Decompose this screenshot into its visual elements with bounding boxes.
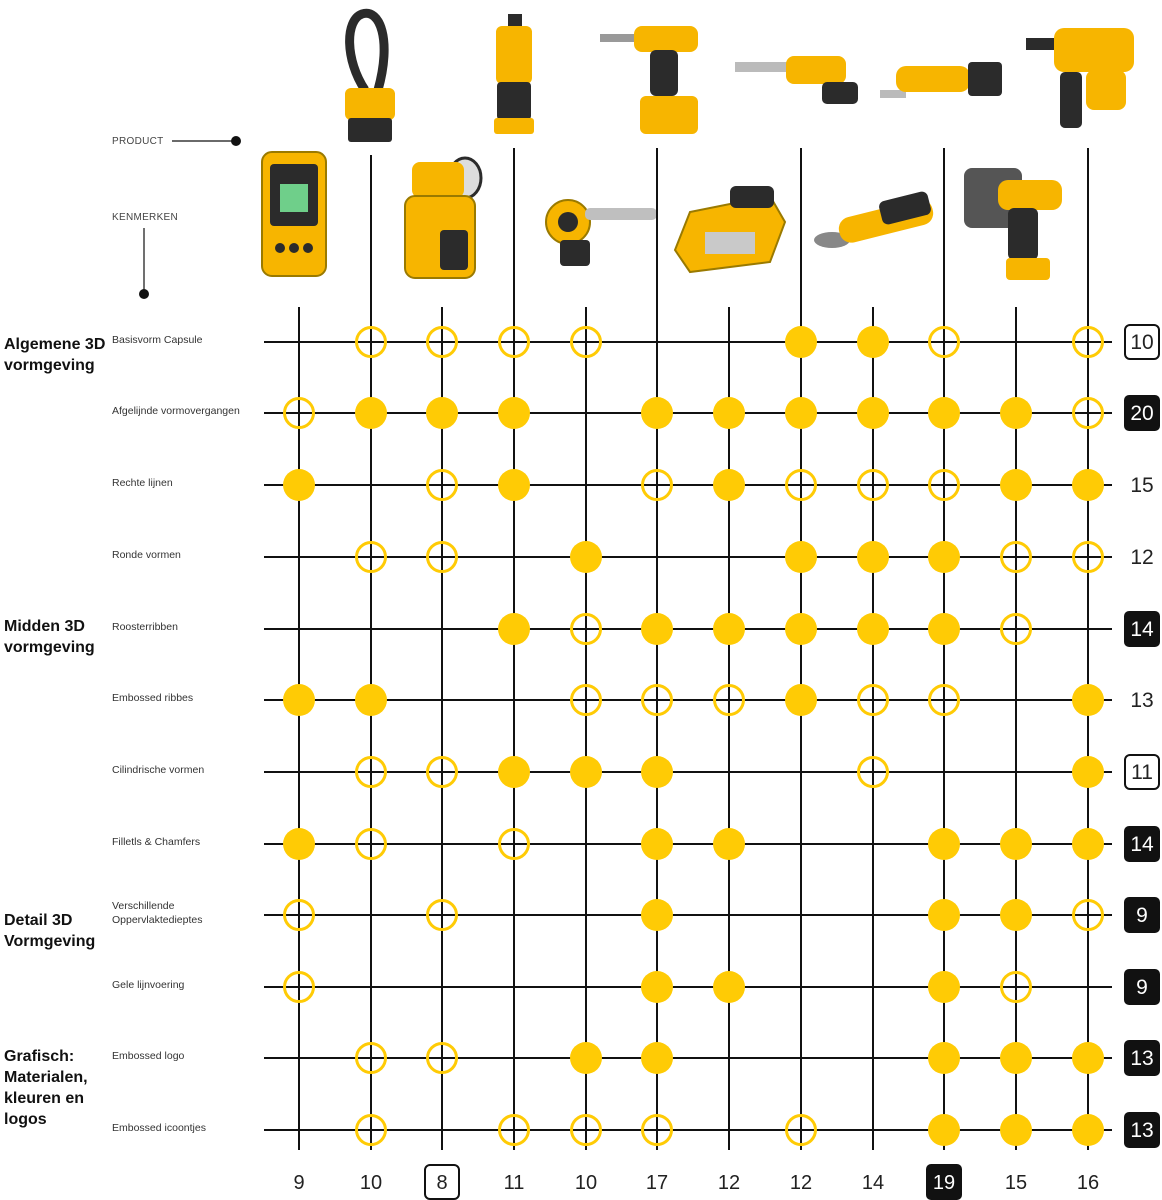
filled-dot [641, 613, 673, 645]
filled-dot [355, 397, 387, 429]
filled-dot [283, 828, 315, 860]
category-label-line: Vormgeving [4, 933, 96, 950]
feature-label [112, 620, 178, 634]
row-total: 13 [1130, 689, 1154, 712]
filled-dot [1000, 899, 1032, 931]
column-total: 15 [1004, 1172, 1028, 1194]
feature-label [112, 404, 240, 418]
column-totals [293, 1164, 1099, 1200]
filled-dot [498, 756, 530, 788]
filled-dot [570, 756, 602, 788]
feature-label-line: Embossed ribbes [112, 692, 194, 704]
filled-dot [498, 613, 530, 645]
filled-dot [857, 541, 889, 573]
category-label-line: kleuren en [4, 1090, 85, 1107]
category-label-line: vormgeving [4, 357, 95, 374]
feature-label [112, 763, 204, 777]
feature-label-line: Afgelijnde vormovergangen [112, 405, 240, 417]
product-header-label: PRODUCT [112, 136, 164, 147]
column-total: 10 [574, 1172, 598, 1194]
filled-dot [570, 1042, 602, 1074]
feature-label [112, 1049, 184, 1063]
row-total: 20 [1130, 402, 1154, 425]
feature-label [112, 333, 202, 347]
feature-label [112, 978, 184, 992]
row-total: 13 [1130, 1047, 1154, 1070]
sds-hammer-image [1026, 28, 1134, 128]
filled-dot [641, 828, 673, 860]
filled-dot [1072, 469, 1104, 501]
column-total: 14 [861, 1172, 885, 1194]
row-total: 14 [1130, 833, 1154, 856]
feature-label-line: Verschillende [112, 900, 175, 912]
filled-dot [785, 613, 817, 645]
filled-dot [641, 756, 673, 788]
finish-nailer-image [964, 168, 1062, 280]
category-label [4, 910, 95, 952]
product-connector-dot [231, 136, 241, 146]
matrix-marks [283, 326, 1104, 1146]
filled-dot [928, 541, 960, 573]
feature-label-line: Roosterribben [112, 621, 178, 633]
feature-label-line: Embossed logo [112, 1050, 185, 1062]
features-header-label: KENMERKEN [112, 212, 179, 223]
work-light-image [405, 158, 481, 278]
filled-dot [713, 397, 745, 429]
filled-dot [1000, 828, 1032, 860]
filled-dot [713, 971, 745, 1003]
filled-dot [928, 971, 960, 1003]
filled-dot [355, 684, 387, 716]
filled-dot [1072, 684, 1104, 716]
row-total: 13 [1130, 1119, 1154, 1142]
filled-dot [785, 397, 817, 429]
angle-grinder-image [814, 190, 936, 248]
feature-row-lines [264, 342, 1112, 1130]
filled-dot [1000, 1042, 1032, 1074]
filled-dot [785, 684, 817, 716]
category-label-line: vormgeving [4, 639, 95, 656]
filled-dot [928, 1042, 960, 1074]
category-label-line: Algemene 3D [4, 336, 106, 353]
row-totals [1124, 325, 1160, 1148]
filled-dot [928, 899, 960, 931]
filled-dot [641, 971, 673, 1003]
filled-dot [928, 613, 960, 645]
feature-label-line: Filletls & Chamfers [112, 836, 201, 848]
row-total: 11 [1131, 761, 1153, 784]
filled-dot [283, 469, 315, 501]
category-label-line: Detail 3D [4, 912, 73, 929]
filled-dot [785, 326, 817, 358]
column-total: 17 [645, 1172, 669, 1194]
filled-dot [1072, 756, 1104, 788]
filled-dot [641, 397, 673, 429]
column-total: 11 [503, 1172, 525, 1194]
filled-dot [857, 326, 889, 358]
filled-dot [857, 397, 889, 429]
filled-dot [928, 828, 960, 860]
flexible-flashlight-image [345, 13, 395, 142]
planer-image [675, 186, 785, 272]
category-label-line: Materialen, [4, 1069, 88, 1086]
column-total: 12 [789, 1172, 813, 1194]
column-total: 16 [1076, 1172, 1100, 1194]
filled-dot [283, 684, 315, 716]
feature-label-line: Embossed icoontjes [112, 1122, 206, 1134]
column-total: 8 [436, 1172, 448, 1194]
filled-dot [570, 541, 602, 573]
filled-dot [785, 541, 817, 573]
feature-label [112, 476, 173, 490]
category-label [4, 616, 95, 658]
category-label [4, 1046, 88, 1130]
feature-label-line: Gele lijnvoering [112, 979, 185, 991]
category-label-line: Midden 3D [4, 618, 85, 635]
filled-dot [857, 613, 889, 645]
product-images [262, 13, 1134, 280]
row-total: 14 [1130, 618, 1154, 641]
blower-image [546, 200, 657, 266]
category-label-line: logos [4, 1111, 47, 1128]
row-total: 9 [1136, 904, 1148, 927]
drill-driver-image [600, 26, 698, 134]
feature-label [112, 899, 202, 927]
feature-label [112, 835, 200, 849]
filled-dot [1000, 469, 1032, 501]
category-label [4, 334, 105, 376]
column-total: 10 [359, 1172, 383, 1194]
feature-label-line: Basisvorm Capsule [112, 334, 203, 346]
filled-dot [641, 899, 673, 931]
column-total: 9 [293, 1172, 305, 1194]
filled-dot [1072, 1042, 1104, 1074]
row-total: 10 [1130, 331, 1154, 354]
feature-label [112, 1121, 206, 1135]
filled-dot [713, 828, 745, 860]
filled-dot [498, 397, 530, 429]
row-total: 15 [1130, 474, 1154, 497]
filled-dot [713, 469, 745, 501]
row-total: 12 [1130, 546, 1154, 569]
row-total: 9 [1136, 976, 1148, 999]
column-total: 19 [932, 1172, 956, 1194]
feature-label-line: Rechte lijnen [112, 477, 173, 489]
filled-dot [426, 397, 458, 429]
reciprocating-saw-image [735, 56, 858, 104]
filled-dot [1072, 828, 1104, 860]
feature-label-line: Oppervlaktedieptes [112, 914, 203, 926]
filled-dot [1000, 1114, 1032, 1146]
filled-dot [928, 1114, 960, 1146]
feature-label-line: Cilindrische vormen [112, 764, 205, 776]
filled-dot [713, 613, 745, 645]
drywall-cut-out-tool-image [494, 14, 534, 134]
filled-dot [1000, 397, 1032, 429]
features-connector-dot [139, 289, 149, 299]
category-label-line: Grafisch: [4, 1048, 75, 1065]
filled-dot [498, 469, 530, 501]
filled-dot [928, 397, 960, 429]
filled-dot [641, 1042, 673, 1074]
product-column-lines [299, 148, 1088, 1150]
feature-label [112, 691, 193, 705]
oscillating-multi-tool-image [880, 62, 1002, 98]
feature-label-line: Ronde vormen [112, 549, 181, 561]
filled-dot [1072, 1114, 1104, 1146]
laser-detector-image [262, 152, 326, 276]
column-total: 12 [717, 1172, 741, 1194]
feature-label [112, 548, 181, 562]
